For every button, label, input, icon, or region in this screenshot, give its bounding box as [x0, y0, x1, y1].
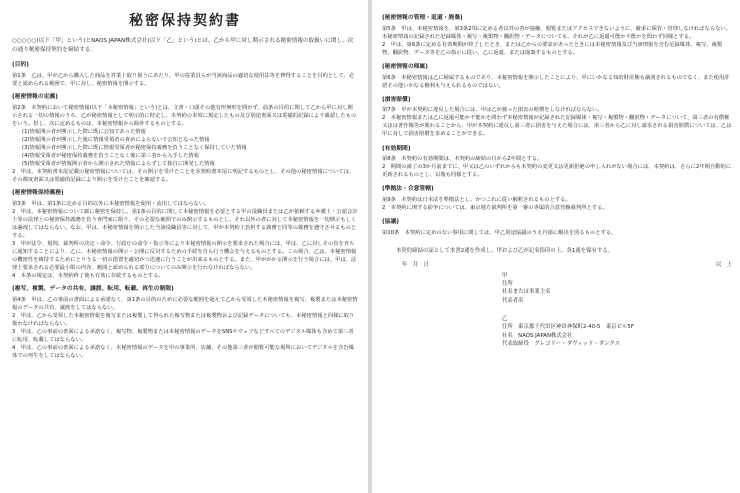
section-definition [12, 93, 358, 184]
article-paragraph: 2 甲は、本契約書末尾記載の秘密情報については、その開示を受けたことを本契約書末尾に明記するものとし、その他の秘密情報については、その都度書面又は電磁的記録により開示を受けたことを確認する。 [12, 169, 355, 184]
exclusion-item: (3)情報開示者が開示した際に既に情報受領者が秘密保持義務を負うことなく保持していた情報 [22, 145, 247, 152]
article-paragraph: 第5条 甲は、本秘密情報を、第3条2項に定める者以外の者が接触、閲覧またはアクセスできないように、厳重に保管・管理しなければならない。本秘密情報の記録された記録媒体・複写・複製物・翻訳物・データについても、それが乙に返還可能か不能かを問わず同様とする。 [382, 25, 731, 40]
contract-page-left [0, 0, 368, 493]
section-heading: (複写、複製、データの共有、譲渡、転用、転載、再生の制限) [12, 286, 174, 293]
document-title: 秘密保持契約書 [129, 13, 241, 29]
party-a-company: 社名または事業主名 [502, 289, 551, 296]
party-a-signature [502, 272, 732, 306]
article-paragraph: 2 甲は、第6条に定める有効期間が終了したとき、または乙からの要求があったときには本秘密情報及び当該情報を含む記録媒体、複写、複製物、翻訳物、データ等を乙の指示に従い、乙に返還、または廃棄するものとする。 [382, 41, 723, 56]
section-heading: (秘密情報の帰属) [382, 63, 428, 70]
section-heading: (秘密情報保持義務) [12, 190, 64, 197]
closing-statement: 本契約締結の証として本書2通を作成し、甲および乙が記名捺印の上、各1通を保有する。 [396, 247, 614, 254]
section-heading: (秘密情報の管理・返還・廃棄) [382, 15, 463, 21]
section-purpose [12, 61, 358, 88]
article-paragraph: 3 甲は、乙の事前の書面による承諾なく、複写物、複製物または本秘密情報のデータをSNSやウェブなどすべてのデジタル媒体も含めて第三者に転用、転載してはならない。 [12, 329, 354, 344]
section-heading: (損害賠償) [382, 96, 411, 103]
article-paragraph: 第2条 本契約において秘密情報(以下「本秘密情報」という)とは、文書・口頭その他有形無形を問わず、前条の目的に関して乙から甲に対し開示される一切の情報のうち、乙が秘密情報として明示的に特定し、本契約の本項に規定したもの及び別途書面又は電磁的記録により確認したものをいう。但し、次に定めるものは、本秘密情報から除外するものとする。 [12, 104, 357, 127]
section-confidentiality [12, 189, 358, 280]
section-heading: (協議) [382, 219, 399, 226]
exclusion-item: (4)情報受領者が秘密保持義務を負うことなく後に第三者から入手した情報 [22, 153, 200, 160]
section-term [382, 145, 732, 180]
article-paragraph: 第10条 本契約に定めのない事項に関しては、甲乙別途協議のうえ円満に解決を図るものとする。 [382, 229, 617, 236]
article-paragraph: 2 期間の満了の3か月前までに、甲又は乙のいずれからも本契約の変更又は更新拒絶の申し入れがない場合には、本契約は、さらに2年間自動的に更新されるものとし、以後も同様とする。 [382, 164, 732, 179]
article-paragraph: 第6条 本秘密情報は乙に帰属するものであり、本秘密情報を開示したことにより、甲にいかなる知的財産権も譲渡されるものでなく、また使用許諾その他いかなる権利も与えられるものではない。 [382, 74, 730, 89]
article-paragraph: 2 甲は、本秘密情報について厳に秘密を保持し、第1条の目的に関して本秘密情報を必要とする甲の役職員または乙が依頼する弁護士・公認会計士等の法律上の秘密保持義務を負う専門家に限り、その必要な範囲でのみ開示するものとし、それ以外の者に対して本秘密情報を一切開示もしくは漏洩してはならない。なお、甲は、本秘密情報を開示した当該役職員等に対して、甲が本契約上負担する義務と同等の義務を遵守させるものとする。 [12, 208, 358, 240]
article-paragraph: 第8条 本契約の有効期間は、本契約の締結の日から2年間とする。 [382, 156, 543, 163]
article-paragraph: 第4条 甲は、乙の事前の書面による承諾なく、第1条の目的のために必要な範囲を超えて乙から受領した本秘密情報を複写、複製または本秘密情報のデータの共有、譲渡をしてはならない。 [12, 297, 358, 312]
section-management [382, 14, 732, 57]
article-paragraph: 2 甲は、乙から受領した本秘密情報を複写または複製して得られた複写物または複製物および記録データについても、本秘密情報と同様に取り扱わなければならない。 [12, 313, 355, 328]
section-copy-restriction [12, 285, 358, 360]
section-heading: (準拠法・合意管轄) [382, 186, 434, 193]
end-mark: 以 上 [715, 261, 732, 268]
section-ownership [382, 63, 732, 90]
party-b-label: 乙 [502, 316, 508, 323]
exclusion-item: (5)情報受領者が情報開示者から開示された情報によらずして独自に開発した情報 [22, 161, 215, 168]
article-paragraph: 2 本秘密情報または乙に返還可能か不能かを問わず本秘密情報が記録された記録媒体・複写・複製物・翻訳物・データについて、第三者の有償権又はは著作権等が関わることから、甲が本契約に違反し第三者に損害を与えた場合には、第三者から乙に対し請求される損害賠償については、乙は甲に対して損害賠償を求めることができる。 [382, 115, 732, 138]
section-governing-law [382, 185, 732, 212]
article-paragraph: 第9条 本契約は日本法を準拠法とし、かつこれに従い解釈されるものとする。 [382, 197, 571, 204]
contract-page-right [372, 0, 740, 493]
party-a-address: 住所 [502, 280, 513, 287]
section-heading: (秘密情報の定義) [12, 94, 58, 101]
article-paragraph: 4 本条の規定は、本契約終了後も有効に存続するものとする。 [12, 273, 164, 280]
article-paragraph: 2 本契約に関する紛争については、東京地方裁判所を第一審の専属的合意管轄裁判所とする。 [382, 205, 608, 212]
section-damages [382, 96, 732, 139]
party-b-address: 住所 東京都千代田区神田神保町2-40-5 東京ビル5F [502, 324, 634, 331]
article-paragraph: 4 甲は、乙の事前の書面による承諾なく、本秘密情報のデータを甲の事業所、店舗、その他第三者が閲覧可能な場所においてデジタルを含む媒体での再生をしてはならない。 [12, 345, 354, 360]
article-paragraph: 第3条 甲は、第1条に定める目的以外に本秘密情報を使用・流用してはならない。 [12, 200, 210, 207]
exclusion-item: (2)情報開示者が開示した後に情報受領者の責めによらないで公知となった情報 [22, 136, 210, 143]
party-b-signature [502, 315, 732, 349]
date-row [382, 260, 732, 268]
section-heading: (目的) [12, 62, 29, 69]
party-a-label: 甲 [502, 272, 508, 279]
article-paragraph: 第1条 乙は、甲が乙から購入した商品を営業上取り扱うにあたり、甲の従業員らが当該商品の適切な使用法等を修得することを目的として、必要と認められる範囲で、甲に対し、秘密情報を開示する。 [12, 73, 355, 88]
party-b-representative: 代表取締役 グレゴリー・ダヴィッド・ダンクス [502, 341, 621, 348]
article-paragraph: 第7条 甲が本契約に違反した場合には、甲は乙が被った損害の賠償をしなければならない。 [382, 107, 603, 114]
signing-date: 年 月 日 [402, 261, 429, 268]
section-heading: (有効期間) [382, 145, 411, 152]
exclusion-item: (1)情報開示者が開示した際に既に公知であった情報 [22, 128, 146, 135]
section-consultation [382, 218, 732, 237]
intro-paragraph: ○○○○○(以下「甲」という)とNAOS JAPAN株式会社(以下「乙」という)とは、乙から甲に対し開示される秘密情報の取扱いに関し、次の通り秘密保持契約を締結する。 [12, 38, 354, 53]
party-b-company: 社名 NAOS JAPAN株式会社 [502, 332, 573, 339]
party-a-representative: 代表者名 [502, 297, 524, 304]
article-paragraph: 3 甲が法令、規則、裁判所の決定・命令、行政庁の命令・指示等により本秘密情報の開示を要求された場合には、甲は、乙に対しその旨を直ちに通知することにより、乙に、本秘密情報の開示・公開に反対するための手続を自ら行う機会を与えるものとする。この場合、乙は、本秘密情報の機密性を維持するためにとりうる一切の措置を適切かつ迅速に行うことが出来るものとする。また、甲がかかる開示を行う場合には、甲は、法律上要求される必要最小限の内容、範囲と認められる部分についてのみ開示を行わなければならない。 [12, 241, 357, 272]
